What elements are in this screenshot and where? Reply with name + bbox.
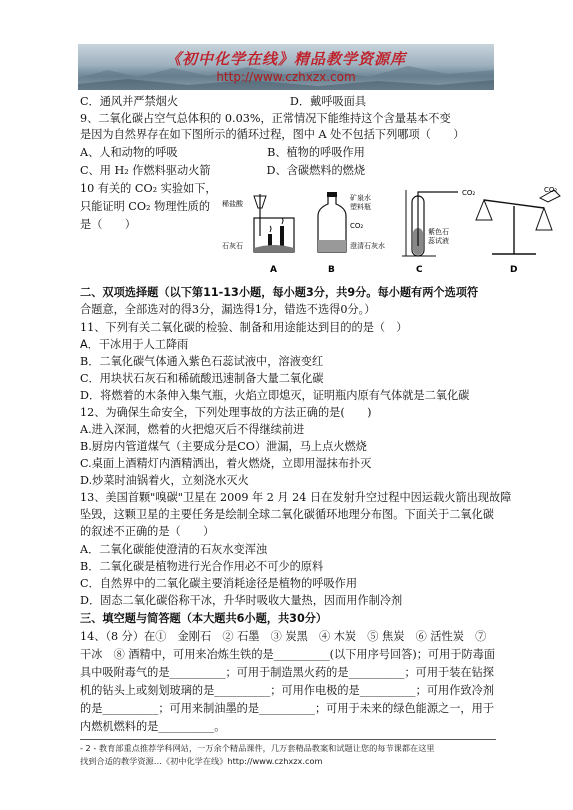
q13-stem-3: 的叙述不正确的是（ ） xyxy=(80,525,215,538)
q11-option-c: C．用块状石灰石和稀硫酸迅速制备大量二氧化碳 xyxy=(80,372,324,385)
q9-stem-1: 9、二氧化碳占空气总体积的 0.03%，正常情况下能维持这个含量基本不变 xyxy=(80,112,451,125)
section2-heading-1: 二、双项选择题（以下第11-13小题，每小题3分，共9分。每小题有两个选项符 xyxy=(80,286,479,299)
label-a-limestone: 石灰石 xyxy=(222,242,243,250)
label-a-acid: 稀盐酸 xyxy=(222,200,243,208)
footer-line-1: - 2 - 教育部重点推荐学科网站，一万余个精品课件，几万套精品教案和试题让您的每节课都在这里 xyxy=(80,743,435,753)
figure-label-a: A xyxy=(270,265,277,275)
header-banner xyxy=(78,44,494,90)
figure-label-b: B xyxy=(328,265,335,275)
figure-label-d: D xyxy=(510,265,518,275)
q8-options-cd: C．通风并严禁烟火 D．戴呼吸面具 xyxy=(80,95,367,108)
label-c-litmus-2: 蕊试液 xyxy=(428,237,449,245)
q13-option-a: A．二氧化碳能使澄清的石灰水变浑浊 xyxy=(80,543,268,556)
figure-b xyxy=(318,192,385,275)
q9-options-cd: C、用 H₂ 作燃料驱动火箭 D、含碳燃料的燃烧 xyxy=(80,164,366,177)
figure-a xyxy=(222,194,294,275)
q11-stem: 11、下列有关二氧化碳的检验、制备和用途能达到目的的是（ ） xyxy=(80,321,408,334)
banner-title: 《初中化学在线》精品教学资源库 xyxy=(165,50,406,68)
label-d-co2: CO₂ xyxy=(544,186,558,194)
label-b-limewater: 澄清石灰水 xyxy=(350,242,385,250)
q10-stem-2: 只能证明 CO₂ 物理性质的 xyxy=(80,200,211,213)
label-b-co2: CO₂ xyxy=(350,222,364,230)
q11-option-a: A．干冰用于人工降雨 xyxy=(80,338,189,351)
banner-url[interactable]: http://www.czhxzx.com xyxy=(216,70,356,84)
q12-option-a: A.进入深洞，燃着的火把熄灭后不得继续前进 xyxy=(80,423,305,436)
q14-line-2: 干冰 ⑧ 酒精中，可用来冶炼生铁的是__________(以下用序号回答)；可用于防毒面 xyxy=(80,648,496,661)
q13-option-b: B．二氧化碳是植物进行光合作用必不可少的原料 xyxy=(80,560,324,573)
section2-heading-2: 合题意，全部选对的得3分，漏选得1分，错选不选得0分。） xyxy=(80,303,376,316)
q14-line-1: 14、（8 分）在① 金刚石 ② 石墨 ③ 炭黑 ④ 木炭 ⑤ 焦炭 ⑥ 活性炭 ⑦ xyxy=(80,630,487,643)
label-c-co2: CO₂ xyxy=(462,189,476,197)
q14-line-4: 机的钻头上或刻划玻璃的是__________；可用作电极的是__________；可用作致冷剂 xyxy=(80,684,494,697)
footer-line-2: 找到合适的教学资源…《初中化学在线》http://www.czhxzx.com xyxy=(80,756,323,766)
label-b-bottle: 塑料瓶 xyxy=(350,203,371,211)
co2-experiment-figure xyxy=(222,186,564,278)
label-b-water: 矿泉水 xyxy=(350,194,371,202)
label-c-litmus-1: 紫色石 xyxy=(428,228,449,236)
q10-stem-1: 10 有关的 CO₂ 实验如下， xyxy=(80,182,217,195)
figure-c xyxy=(402,189,475,275)
q12-option-b: B.厨房内管道煤气（主要成分是CO）泄漏，马上点火燃烧 xyxy=(80,440,367,453)
footer-rule xyxy=(80,739,496,740)
q9-options-ab: A、人和动物的呼吸 B、植物的呼吸作用 xyxy=(80,146,365,159)
q9-stem-2: 是因为自然界存在如下图所示的循环过程，图中 A 处不包括下列哪项（ ） xyxy=(80,128,465,141)
q11-option-d: D．将燃着的木条伸入集气瓶，火焰立即熄灭，证明瓶内原有气体就是二氧化碳 xyxy=(80,389,470,402)
figure-d xyxy=(476,186,560,275)
q12-option-d: D.炒菜时油锅着火，立刻浇水灭火 xyxy=(80,474,249,487)
q11-option-b: B．二氧化碳气体通入紫色石蕊试液中，溶液变红 xyxy=(80,355,324,368)
q14-line-6: 内燃机燃料的是__________。 xyxy=(80,720,226,733)
figure-label-c: C xyxy=(416,265,423,275)
q13-stem-1: 13、美国首颗"嗅碳"卫星在 2009 年 2 月 24 日在发射升空过程中因运载火箭出现故障 xyxy=(80,491,512,504)
q10-stem-3: 是（ ） xyxy=(80,218,136,231)
q13-stem-2: 坠毁，这颗卫星的主要任务是绘制全球二氧化碳循环地理分布图。下面关于二氧化碳 xyxy=(80,508,494,521)
q13-option-c: C．自然界中的二氧化碳主要消耗途径是植物的呼吸作用 xyxy=(80,577,358,590)
q14-line-3: 具中吸附毒气的是__________；可用于制造黑火药的是__________；可用于装在钻探 xyxy=(80,666,494,679)
q12-option-c: C.桌面上酒精灯内酒精洒出，着火燃烧，立即用湿抹布扑灭 xyxy=(80,457,372,470)
q13-option-d: D．固态二氧化碳俗称干冰，升华时吸收大量热，因而用作制冷剂 xyxy=(80,594,403,607)
q12-stem: 12、为确保生命安全，下列处理事故的方法正确的是( ) xyxy=(80,406,372,419)
q14-line-5: 的是__________；可用来制油墨的是__________；可用于未来的绿色能源之一，用于 xyxy=(80,702,494,715)
section3-heading: 三、填空题与简答题（本大题共6小题，共30分） xyxy=(80,612,328,625)
